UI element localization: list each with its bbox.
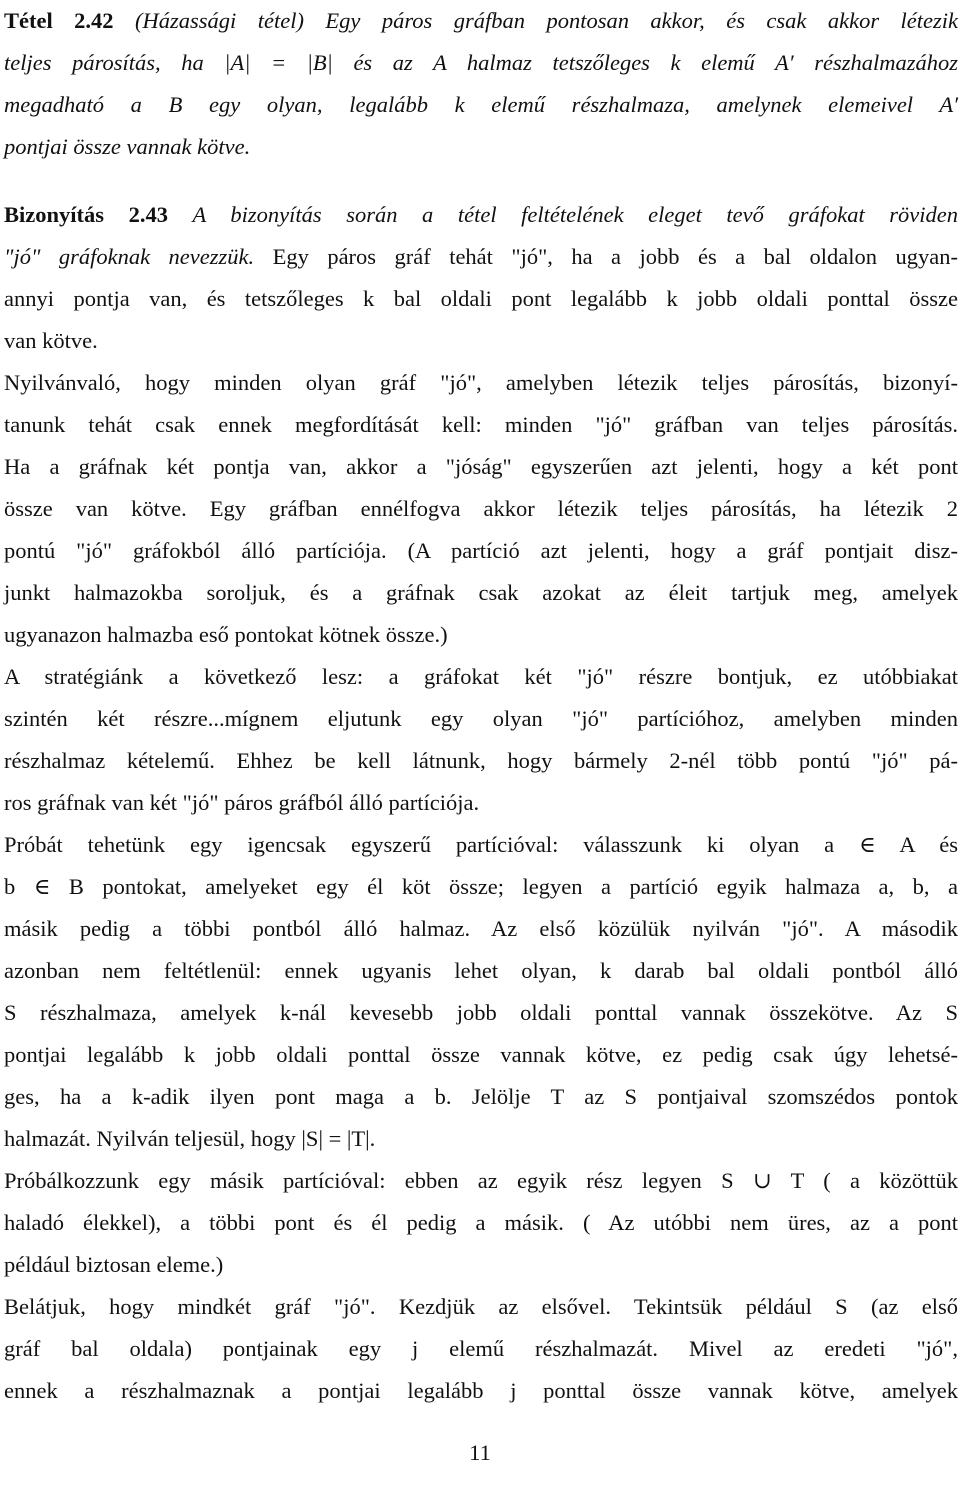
paragraph-line: ennek a részhalmaznak a pontjai legalább j ponttal össze vannak kötve, amelyek xyxy=(4,1378,958,1403)
paragraph-line: másik pedig a többi pontból álló halmaz. Az első közülük nyilván "jó". A második xyxy=(4,916,958,941)
theorem-line-3: megadható a B egy olyan, legalább k elemű részhalmaza, amelynek elemeivel A′ xyxy=(4,92,958,117)
paragraph-line: tanunk tehát csak ennek megfordítását kell: minden "jó" gráfban van teljes párosítás. xyxy=(4,412,958,437)
paragraph-line: A stratégiánk a következő lesz: a gráfokat két "jó" részre bontjuk, ez utóbbiakat xyxy=(4,664,958,689)
paragraph-line: ugyanazon halmazba eső pontokat kötnek össze.) xyxy=(4,622,448,647)
paragraph-line: junkt halmazokba soroljuk, és a gráfnak csak azokat az éleit tartjuk meg, amelyek xyxy=(4,580,958,605)
proof-line-3: annyi pontja van, és tetszőleges k bal oldali pont legalább k jobb oldali ponttal össze xyxy=(4,286,958,311)
paragraph-line: Próbát tehetünk egy igencsak egyszerű partícióval: válasszunk ki olyan a ∈ A és xyxy=(4,832,958,857)
paragraph-line: részhalmaz kételemű. Ehhez be kell látnunk, hogy bármely 2-nél több pontú "jó" pá- xyxy=(4,748,958,773)
paragraph-line: Nyilvánvaló, hogy minden olyan gráf "jó", amelyben létezik teljes párosítás, bizonyí- xyxy=(4,370,958,395)
proof-line-1: Bizonyítás 2.43 A bizonyítás során a tétel feltételének eleget tevő gráfokat röviden xyxy=(4,202,958,227)
theorem-line-1: Tétel 2.42 (Házassági tétel) Egy páros gráfban pontosan akkor, és csak akkor létezik xyxy=(4,8,959,33)
proof-line-2: "jó" gráfoknak nevezzük. Egy páros gráf tehát "jó", ha a jobb és a bal oldalon ugyan- xyxy=(4,244,958,269)
page-number: 11 xyxy=(469,1440,491,1465)
theorem-line-2: teljes párosítás, ha |A| = |B| és az A halmaz tetszőleges k elemű A′ részhalmazához xyxy=(4,50,958,75)
paragraph-line: Ha a gráfnak két pontja van, akkor a "jóság" egyszerűen azt jelenti, hogy a két pont xyxy=(4,454,958,479)
paragraph-line: pontú "jó" gráfokból álló partíciója. (A partíció azt jelenti, hogy a gráf pontjait disz- xyxy=(4,538,958,563)
paragraph-line: b ∈ B pontokat, amelyeket egy él köt össze; legyen a partíció egyik halmaza a, b, a xyxy=(4,874,958,899)
paragraph-line: S részhalmaza, amelyek k-nál kevesebb jobb oldali ponttal vannak összekötve. Az S xyxy=(4,1000,958,1025)
paragraph-line: Próbálkozzunk egy másik partícióval: ebben az egyik rész legyen S ∪ T ( a közöttük xyxy=(4,1168,958,1193)
proof-line-4: van kötve. xyxy=(4,328,98,353)
paragraph-line: halmazát. Nyilván teljesül, hogy |S| = |T|. xyxy=(4,1126,376,1151)
paragraph-line: gráf bal oldala) pontjainak egy j elemű részhalmazát. Mivel az eredeti "jó", xyxy=(4,1336,958,1361)
paragraph-line: Belátjuk, hogy mindkét gráf "jó". Kezdjük az elsővel. Tekintsük például S (az első xyxy=(4,1294,958,1319)
paragraph-line: ges, ha a k-adik ilyen pont maga a b. Jelölje T az S pontjaival szomszédos pontok xyxy=(4,1084,958,1109)
theorem-line-4: pontjai össze vannak kötve. xyxy=(4,134,251,159)
paragraph-line: össze van kötve. Egy gráfban ennélfogva akkor létezik teljes párosítás, ha létezik 2 xyxy=(4,496,958,521)
paragraph-line: azonban nem feltétlenül: ennek ugyanis lehet olyan, k darab bal oldali pontból álló xyxy=(4,958,958,983)
theorem-label: Tétel 2.42 xyxy=(4,8,114,33)
paragraph-line: pontjai legalább k jobb oldali ponttal össze vannak kötve, ez pedig csak úgy lehetsé- xyxy=(4,1042,958,1067)
proof-label: Bizonyítás 2.43 xyxy=(4,202,168,227)
paragraph-line: szintén két részre...mígnem eljutunk egy olyan "jó" partícióhoz, amelyben minden xyxy=(4,706,958,731)
paragraph-line: haladó élekkel), a többi pont és él pedig a másik. ( Az utóbbi nem üres, az a pont xyxy=(4,1210,958,1235)
paragraph-line: ros gráfnak van két "jó" páros gráfból álló partíciója. xyxy=(4,790,480,815)
paragraph-line: például biztosan eleme.) xyxy=(4,1252,224,1277)
